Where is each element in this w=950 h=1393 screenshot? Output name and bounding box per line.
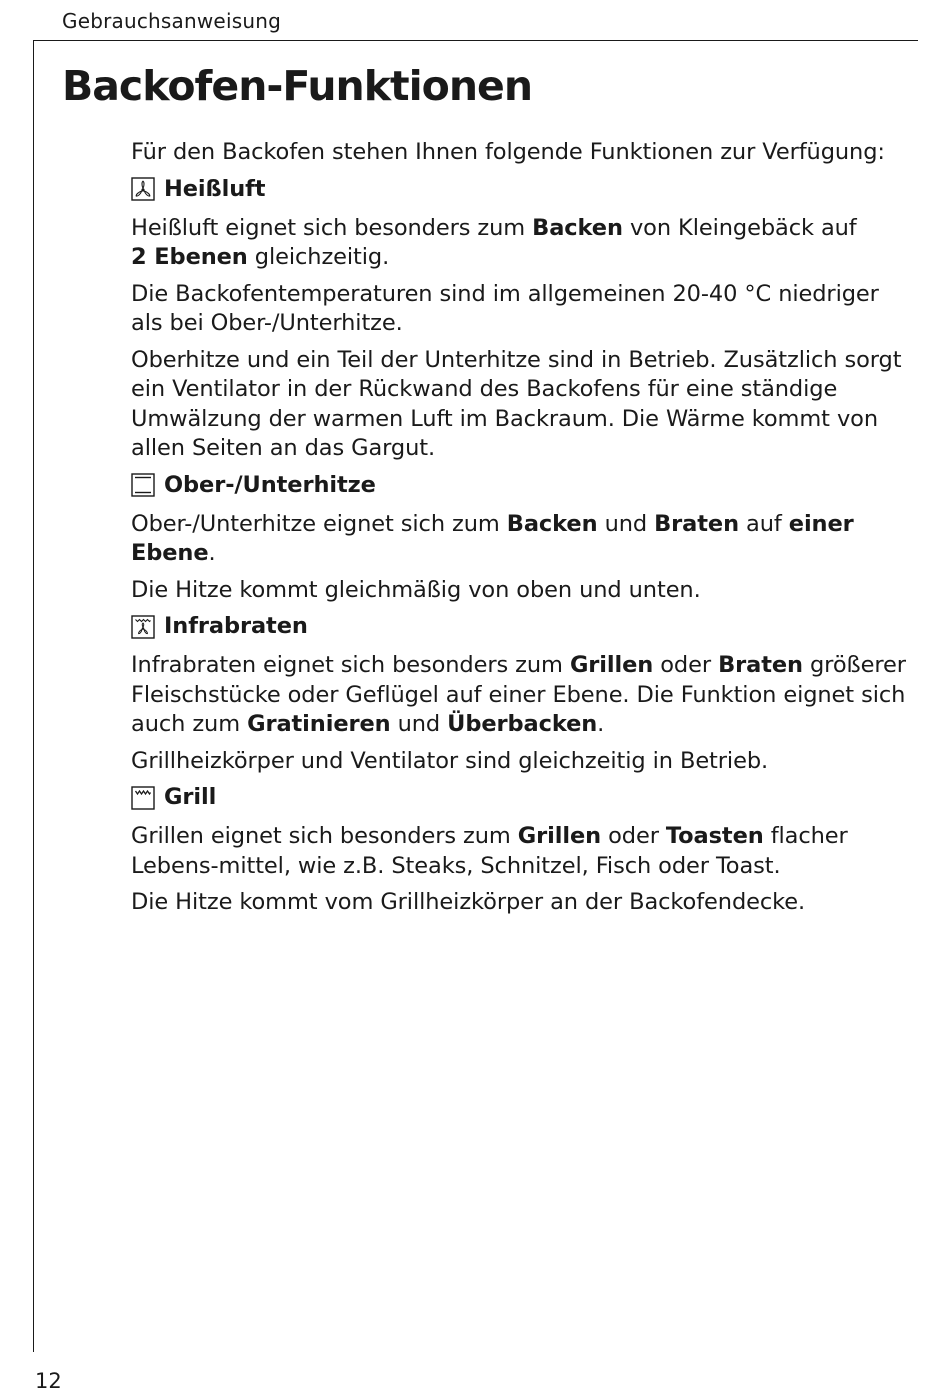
section-title-ober-unterhitze: Ober-/Unterhitze (164, 471, 376, 498)
heissluft-paragraph-2: Die Backofentemperaturen sind im allgemeinen 20-40 °C niedriger als bei Ober-/Unterhitze. (131, 280, 879, 336)
ober-unterhitze-paragraph-1: Ober-/Unterhitze eignet sich zum Backen und Braten auf einer Ebene. (131, 510, 854, 566)
grill-paragraph-1: Grillen eignet sich besonders zum Grillen oder Toasten flacher Lebens-mittel, wie z.B. Steaks, Schnitzel, Fisch oder Toast. (131, 823, 848, 879)
heissluft-paragraph-1: Heißluft eignet sich besonders zum Backen von Kleingebäck auf 2 Ebenen gleichzeitig. (131, 214, 857, 270)
grill-paragraph-2: Die Hitze kommt vom Grillheizkörper an der Backofendecke. (131, 889, 806, 915)
running-header: Gebrauchsanweisung (62, 9, 281, 33)
section-title-heissluft: Heißluft (164, 175, 266, 202)
section-heading-grill (131, 783, 911, 812)
infrabraten-paragraph-2: Grillheizkörper und Ventilator sind gleichzeitig in Betrieb. (131, 747, 769, 774)
section-heading-ober-unterhitze (131, 471, 911, 500)
section-title-grill: Grill (164, 784, 217, 810)
margin-rule (33, 40, 34, 1352)
section-heading-heissluft (131, 175, 911, 204)
heissluft-paragraph-3: Oberhitze und ein Teil der Unterhitze sind in Betrieb. Zusätzlich sorgt ein Ventilator in der Rückwand des Backofens für eine ständige Umwälzung der warmen Luft im Backraum. Die Wärme kommt von allen Seiten an das Gargut. (131, 346, 902, 461)
header-rule (33, 40, 918, 41)
top-bottom-heat-icon (131, 473, 155, 497)
fan-icon (131, 177, 155, 201)
ober-unterhitze-paragraph-2: Die Hitze kommt gleichmäßig von oben und unten. (131, 576, 701, 603)
intro-paragraph: Für den Backofen stehen Ihnen folgende Funktionen zur Verfügung: (131, 139, 885, 165)
grill-icon (131, 786, 155, 810)
main-content (131, 138, 911, 925)
infrabraten-paragraph-1: Infrabraten eignet sich besonders zum Grillen oder Braten größerer Fleischstücke oder Geflügel auf einer Ebene. Die Funktion eignet sich auch zum Gratinieren und Überbacken. (131, 652, 906, 737)
page-number: 12 (35, 1369, 62, 1393)
section-heading-infrabraten (131, 612, 911, 641)
page-title: Backofen-Funktionen (62, 62, 533, 110)
infrared-roasting-icon (131, 615, 155, 639)
section-title-infrabraten: Infrabraten (164, 613, 308, 639)
